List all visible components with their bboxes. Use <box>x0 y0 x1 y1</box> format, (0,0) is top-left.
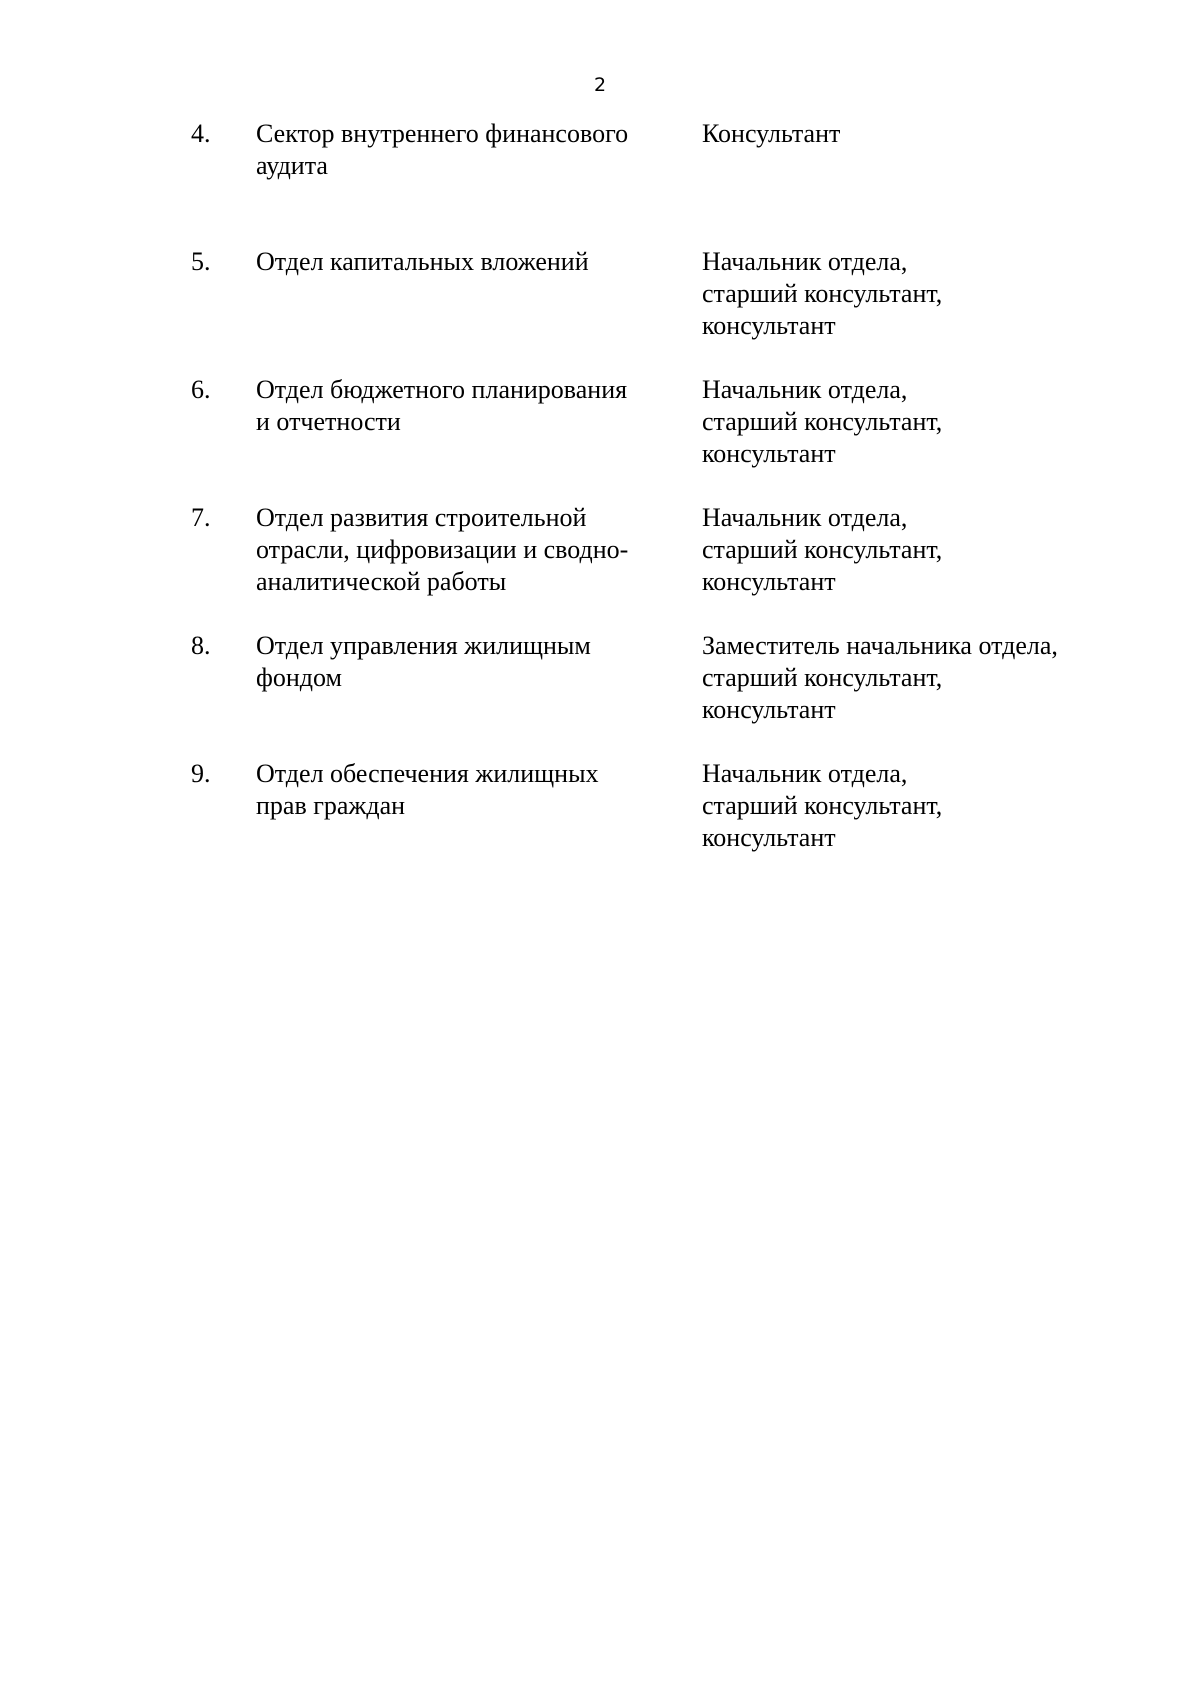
position-line: консультант <box>702 311 836 340</box>
position-line: Заместитель начальника отдела, <box>702 631 1058 660</box>
department-line: аналитической работы <box>256 567 507 596</box>
position-list <box>702 118 1182 150</box>
position-line: консультант <box>702 823 836 852</box>
position-line: старший консультант, <box>702 663 943 692</box>
department-line: Отдел развития строительной <box>256 503 587 532</box>
list-item <box>0 502 1200 630</box>
item-number: 6. <box>191 375 211 404</box>
item-number: 5. <box>191 247 211 276</box>
position-line: консультант <box>702 695 836 724</box>
position-line: консультант <box>702 567 836 596</box>
department-line: Сектор внутреннего финансового <box>256 119 629 148</box>
department-line: и отчетности <box>256 407 401 436</box>
position-list <box>702 246 1182 342</box>
department-line: прав граждан <box>256 791 406 820</box>
position-line: Начальник отдела, <box>702 247 908 276</box>
position-line: старший консультант, <box>702 407 943 436</box>
position-line: старший консультант, <box>702 535 943 564</box>
department-line: отрасли, цифровизации и сводно- <box>256 535 629 564</box>
position-line: старший консультант, <box>702 279 943 308</box>
position-list <box>702 502 1182 598</box>
department-line: фондом <box>256 663 342 692</box>
department-name <box>256 118 676 182</box>
department-name <box>256 630 676 694</box>
position-line: Начальник отдела, <box>702 503 908 532</box>
position-line: консультант <box>702 439 836 468</box>
item-number: 4. <box>191 119 211 148</box>
page-number: 2 <box>593 74 607 96</box>
position-line: Начальник отдела, <box>702 759 908 788</box>
department-name <box>256 758 676 822</box>
department-name <box>256 374 676 438</box>
list-item <box>0 630 1200 758</box>
list-item <box>0 374 1200 502</box>
positions-list <box>0 118 1200 886</box>
list-item <box>0 118 1200 246</box>
position-line: Консультант <box>702 119 841 148</box>
department-line: Отдел капитальных вложений <box>256 247 589 276</box>
item-number: 8. <box>191 631 211 660</box>
department-line: аудита <box>256 151 328 180</box>
department-name <box>256 502 676 598</box>
department-name <box>256 246 676 278</box>
department-line: Отдел обеспечения жилищных <box>256 759 599 788</box>
list-item <box>0 246 1200 374</box>
item-number: 9. <box>191 759 211 788</box>
position-line: старший консультант, <box>702 791 943 820</box>
position-line: Начальник отдела, <box>702 375 908 404</box>
item-number: 7. <box>191 503 211 532</box>
list-item <box>0 758 1200 886</box>
position-list <box>702 374 1182 470</box>
position-list <box>702 630 1182 726</box>
department-line: Отдел бюджетного планирования <box>256 375 628 404</box>
position-list <box>702 758 1182 854</box>
department-line: Отдел управления жилищным <box>256 631 591 660</box>
